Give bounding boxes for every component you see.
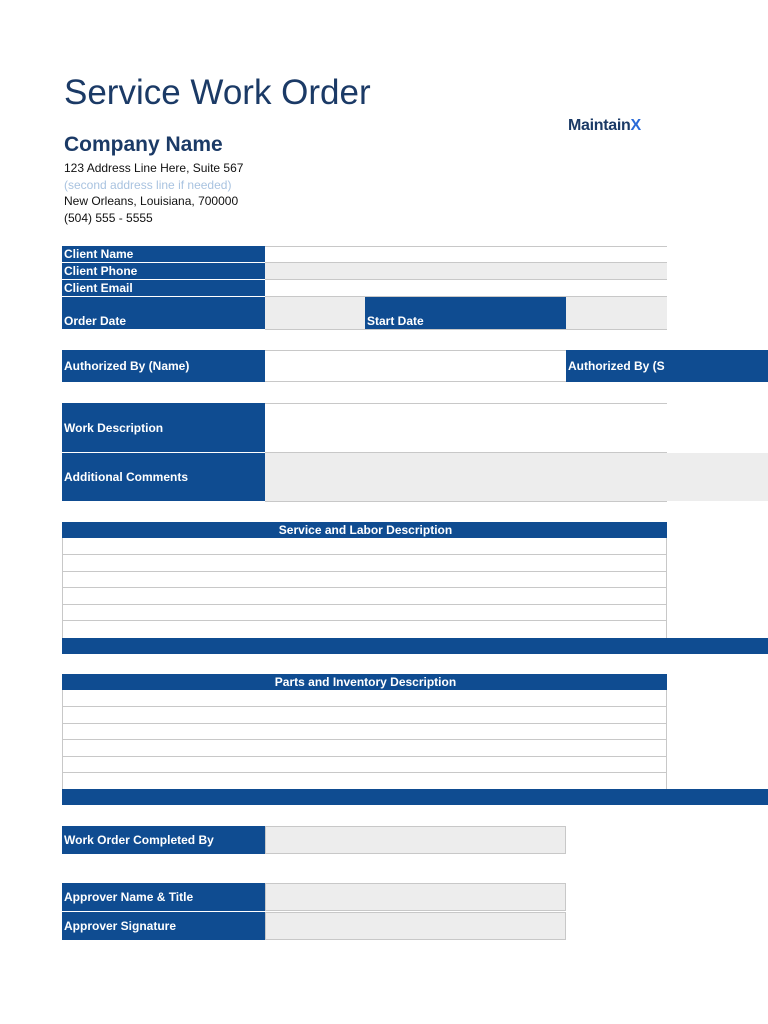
client-name-field[interactable] (265, 246, 667, 262)
order-date-field[interactable] (265, 297, 365, 329)
client-email-field[interactable] (265, 280, 667, 296)
table-row-line (62, 756, 667, 757)
logo-x-mark: X (630, 117, 641, 134)
service-table-footer (62, 638, 768, 654)
authorized-by-signature-label: Authorized By (S (566, 350, 768, 382)
authorized-by-signature-field[interactable] (667, 350, 768, 382)
start-date-field[interactable] (566, 297, 667, 329)
company-address-line-2: (second address line if needed) (64, 178, 232, 192)
order-date-label: Order Date (62, 297, 265, 329)
approver-name-label: Approver Name & Title (62, 883, 265, 911)
divider (265, 329, 667, 330)
client-phone-label: Client Phone (62, 263, 265, 279)
company-name: Company Name (64, 133, 223, 156)
parts-table-footer (62, 789, 768, 805)
divider (265, 279, 667, 280)
completed-by-label: Work Order Completed By (62, 826, 265, 854)
service-table-header: Service and Labor Description (62, 522, 667, 538)
table-row-line (62, 554, 667, 555)
maintainx-logo (568, 117, 641, 135)
table-row-line (62, 772, 667, 773)
table-row-line (62, 587, 667, 588)
approver-name-field[interactable] (265, 883, 566, 911)
divider (265, 501, 667, 502)
table-row-line (62, 571, 667, 572)
company-address-line-1: 123 Address Line Here, Suite 567 (64, 161, 244, 175)
additional-comments-label: Additional Comments (62, 453, 265, 501)
divider (265, 452, 667, 453)
service-table-body[interactable] (62, 538, 667, 638)
table-row-line (62, 723, 667, 724)
table-row-line (62, 620, 667, 621)
divider (265, 246, 667, 247)
start-date-label: Start Date (365, 297, 566, 329)
divider (265, 403, 667, 404)
work-description-field[interactable] (265, 403, 667, 452)
completed-by-field[interactable] (265, 826, 566, 854)
table-row-line (62, 706, 667, 707)
approver-signature-label: Approver Signature (62, 912, 265, 940)
parts-table-header: Parts and Inventory Description (62, 674, 667, 690)
client-name-label: Client Name (62, 246, 265, 262)
company-phone: (504) 555 - 5555 (64, 211, 153, 225)
authorized-by-name-label: Authorized By (Name) (62, 350, 265, 382)
divider (265, 350, 566, 351)
divider (265, 262, 667, 263)
table-row-line (62, 604, 667, 605)
approver-signature-field[interactable] (265, 912, 566, 940)
client-email-label: Client Email (62, 280, 265, 296)
authorized-by-name-field[interactable] (265, 350, 566, 382)
page-title: Service Work Order (64, 73, 371, 112)
company-city-line: New Orleans, Louisiana, 700000 (64, 194, 239, 208)
client-phone-field[interactable] (265, 263, 667, 279)
table-row-line (62, 739, 667, 740)
logo-text: Maintain (568, 117, 631, 134)
divider (265, 381, 566, 382)
work-description-label: Work Description (62, 403, 265, 452)
additional-comments-field[interactable] (265, 453, 768, 501)
